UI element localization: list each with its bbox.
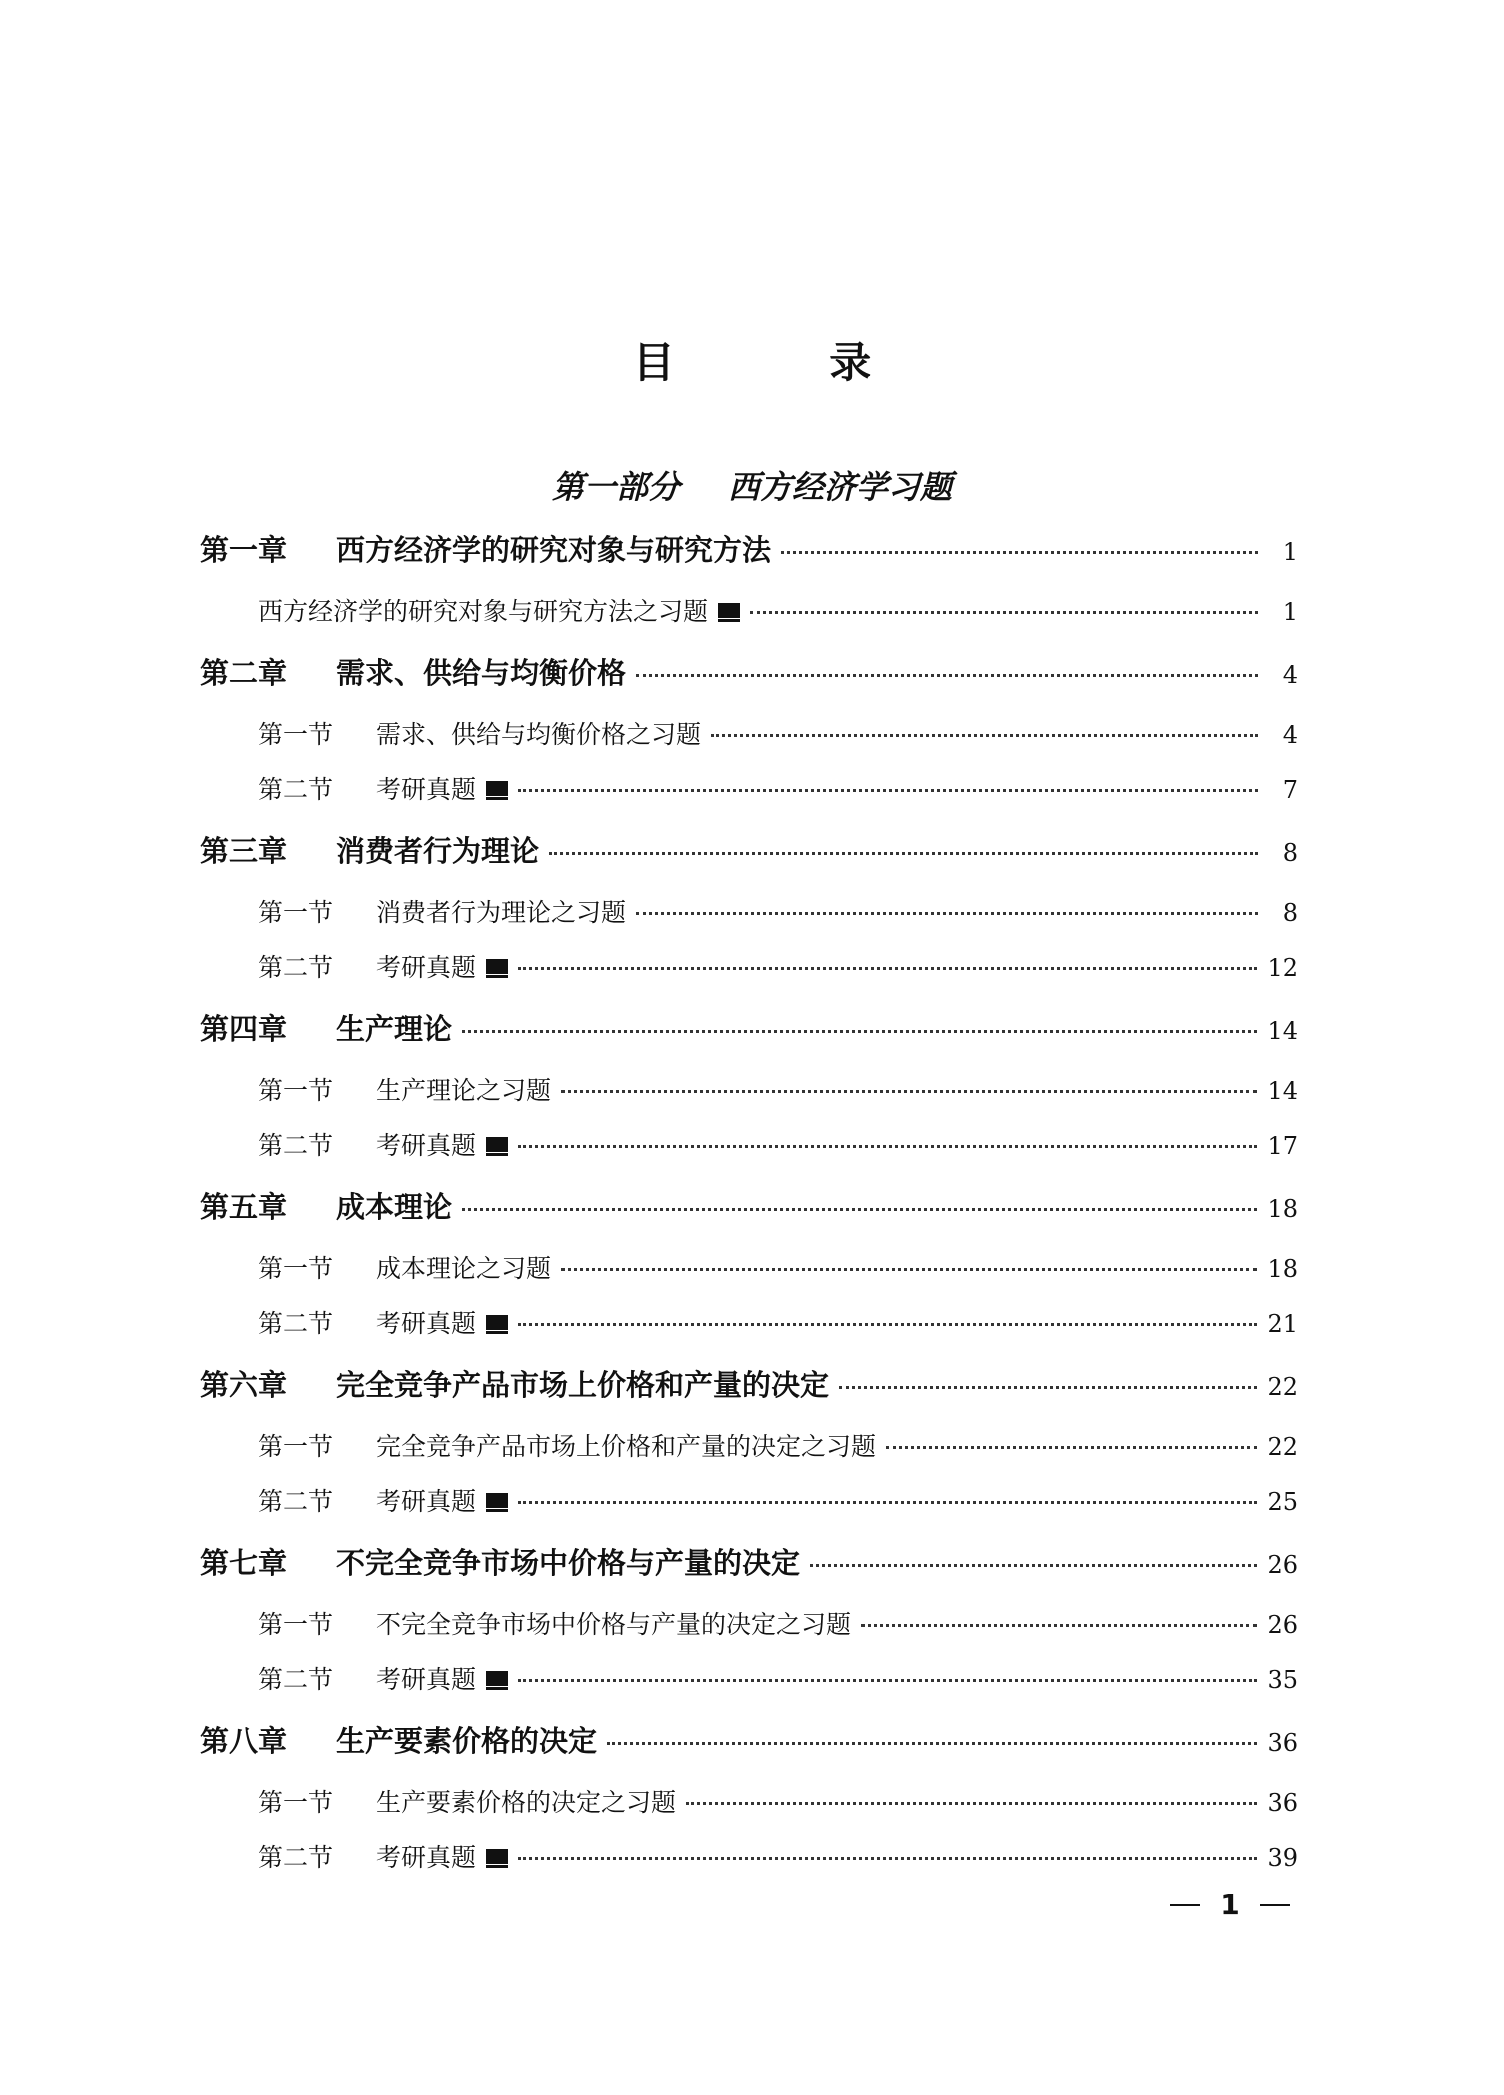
section-entry[interactable]	[200, 1838, 1298, 1893]
section-title: 消费者行为理论之习题	[376, 898, 627, 927]
section-entry[interactable]	[200, 1783, 1298, 1838]
section-title: 考研真题	[376, 1665, 477, 1694]
section-page-number: 26	[1267, 1611, 1298, 1639]
chapter-entry[interactable]	[200, 647, 1298, 715]
section-entry[interactable]	[200, 1126, 1298, 1181]
section-label: 第二节	[258, 1843, 334, 1872]
page-footer	[1170, 1888, 1290, 1921]
section-title: 成本理论之习题	[376, 1254, 552, 1283]
section-page-number: 36	[1267, 1789, 1298, 1817]
dot-leader	[810, 1563, 1257, 1567]
section-label: 第二节	[258, 1131, 334, 1160]
dot-leader	[711, 733, 1258, 737]
section-page-number: 1	[1282, 598, 1298, 626]
chapter-page-number: 26	[1267, 1551, 1298, 1579]
section-label: 第一节	[258, 1610, 334, 1639]
chapter-title: 完全竞争产品市场上价格和产量的决定	[336, 1368, 830, 1402]
section-entry[interactable]	[200, 1660, 1298, 1715]
chapter-title: 不完全竞争市场中价格与产量的决定	[336, 1546, 801, 1580]
section-entry[interactable]	[200, 1249, 1298, 1304]
computer-icon	[486, 1137, 508, 1157]
computer-icon	[718, 603, 740, 623]
chapter-page-number: 22	[1267, 1373, 1298, 1401]
footer-dash-right	[1260, 1904, 1290, 1906]
dot-leader	[549, 851, 1258, 855]
section-title: 生产理论之习题	[376, 1076, 552, 1105]
section-title: 不完全竞争市场中价格与产量的决定之习题	[376, 1610, 852, 1639]
section-page-number: 7	[1282, 776, 1298, 804]
section-label: 第二节	[258, 1487, 334, 1516]
section-entry[interactable]	[200, 1605, 1298, 1660]
section-page-number: 22	[1267, 1433, 1298, 1461]
dot-leader	[462, 1207, 1257, 1211]
footer-page-number: 1	[1220, 1888, 1240, 1921]
chapter-entry[interactable]	[200, 1359, 1298, 1427]
chapter-page-number: 36	[1267, 1729, 1298, 1757]
dot-leader	[518, 1500, 1257, 1504]
section-entry[interactable]	[200, 715, 1298, 770]
chapter-page-number: 18	[1267, 1195, 1298, 1223]
dot-leader	[518, 1322, 1257, 1326]
section-title: 生产要素价格的决定之习题	[376, 1788, 677, 1817]
chapter-label: 第八章	[200, 1724, 288, 1758]
section-page-number: 8	[1282, 899, 1298, 927]
section-entry[interactable]	[200, 948, 1298, 1003]
chapter-title: 成本理论	[336, 1190, 453, 1224]
section-entry[interactable]	[200, 592, 1298, 647]
chapter-title: 西方经济学的研究对象与研究方法	[336, 533, 772, 567]
computer-icon	[486, 1849, 508, 1869]
section-page-number: 14	[1267, 1077, 1298, 1105]
section-label: 第二节	[258, 1309, 334, 1338]
table-of-contents	[200, 524, 1298, 1893]
chapter-page-number: 14	[1267, 1017, 1298, 1045]
dot-leader	[750, 610, 1258, 614]
dot-leader	[518, 1678, 1257, 1682]
part-label: 第一部分	[551, 468, 680, 506]
chapter-page-number: 1	[1282, 538, 1298, 566]
section-entry[interactable]	[200, 1427, 1298, 1482]
chapter-page-number: 4	[1282, 661, 1298, 689]
section-entry[interactable]	[200, 770, 1298, 825]
chapter-label: 第六章	[200, 1368, 288, 1402]
section-label: 第一节	[258, 1432, 334, 1461]
computer-icon	[486, 1493, 508, 1513]
chapter-entry[interactable]	[200, 1537, 1298, 1605]
page-title: 目 录	[632, 338, 942, 387]
section-label: 第二节	[258, 953, 334, 982]
part-name: 西方经济学习题	[728, 468, 953, 506]
section-page-number: 39	[1267, 1844, 1298, 1872]
dot-leader	[781, 550, 1258, 554]
section-page-number: 4	[1282, 721, 1298, 749]
section-title: 西方经济学的研究对象与研究方法之习题	[258, 597, 709, 626]
section-title: 考研真题	[376, 1309, 477, 1338]
chapter-label: 第七章	[200, 1546, 288, 1580]
chapter-entry[interactable]	[200, 1003, 1298, 1071]
section-label: 第一节	[258, 720, 334, 749]
chapter-entry[interactable]	[200, 1181, 1298, 1249]
chapter-entry[interactable]	[200, 1715, 1298, 1783]
dot-leader	[636, 673, 1258, 677]
dot-leader	[561, 1267, 1257, 1271]
section-title: 考研真题	[376, 953, 477, 982]
chapter-title: 需求、供给与均衡价格	[336, 656, 627, 690]
computer-icon	[486, 1315, 508, 1335]
computer-icon	[486, 959, 508, 979]
chapter-title: 生产理论	[336, 1012, 453, 1046]
section-label: 第一节	[258, 1076, 334, 1105]
dot-leader	[839, 1385, 1257, 1389]
section-title: 考研真题	[376, 1131, 477, 1160]
dot-leader	[686, 1801, 1257, 1805]
section-entry[interactable]	[200, 1071, 1298, 1126]
section-label: 第一节	[258, 1788, 334, 1817]
dot-leader	[518, 1144, 1257, 1148]
section-title: 考研真题	[376, 1487, 477, 1516]
footer-dash-left	[1170, 1904, 1200, 1906]
section-page-number: 12	[1267, 954, 1298, 982]
dot-leader	[886, 1445, 1257, 1449]
section-label: 第一节	[258, 898, 334, 927]
chapter-title: 消费者行为理论	[336, 834, 540, 868]
dot-leader	[636, 911, 1258, 915]
part-heading	[0, 462, 1504, 508]
chapter-title: 生产要素价格的决定	[336, 1724, 598, 1758]
chapter-page-number: 8	[1282, 839, 1298, 867]
section-page-number: 17	[1267, 1132, 1298, 1160]
computer-icon	[486, 1671, 508, 1691]
section-page-number: 25	[1267, 1488, 1298, 1516]
computer-icon	[486, 781, 508, 801]
chapter-label: 第四章	[200, 1012, 288, 1046]
chapter-label: 第五章	[200, 1190, 288, 1224]
section-page-number: 18	[1267, 1255, 1298, 1283]
section-page-number: 21	[1267, 1310, 1298, 1338]
section-title: 考研真题	[376, 775, 477, 804]
chapter-entry[interactable]	[200, 825, 1298, 893]
section-label: 第二节	[258, 1665, 334, 1694]
dot-leader	[518, 966, 1257, 970]
section-label: 第一节	[258, 1254, 334, 1283]
chapter-entry[interactable]	[200, 524, 1298, 592]
section-entry[interactable]	[200, 893, 1298, 948]
section-title: 完全竞争产品市场上价格和产量的决定之习题	[376, 1432, 877, 1461]
chapter-label: 第三章	[200, 834, 288, 868]
dot-leader	[861, 1623, 1257, 1627]
section-label: 第二节	[258, 775, 334, 804]
dot-leader	[607, 1741, 1257, 1745]
dot-leader	[518, 1856, 1257, 1860]
dot-leader	[462, 1029, 1257, 1033]
section-page-number: 35	[1267, 1666, 1298, 1694]
dot-leader	[518, 788, 1258, 792]
chapter-label: 第一章	[200, 533, 288, 567]
chapter-label: 第二章	[200, 656, 288, 690]
dot-leader	[561, 1089, 1257, 1093]
section-entry[interactable]	[200, 1482, 1298, 1537]
section-title: 考研真题	[376, 1843, 477, 1872]
section-entry[interactable]	[200, 1304, 1298, 1359]
section-title: 需求、供给与均衡价格之习题	[376, 720, 702, 749]
